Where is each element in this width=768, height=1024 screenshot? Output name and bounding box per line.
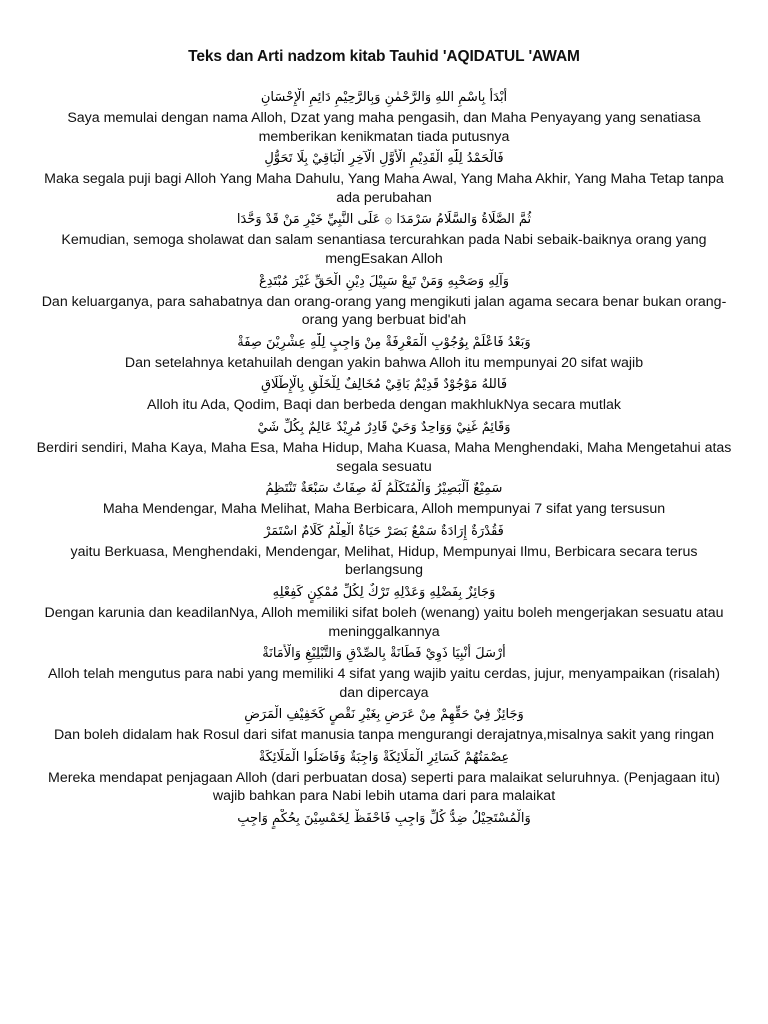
verse-2 [36, 149, 732, 207]
verse-translation: Maha Mendengar, Maha Melihat, Maha Berbicara, Alloh mempunyai 7 sifat yang tersusun [102, 501, 666, 518]
verse-10 [36, 583, 732, 641]
arabic-verse: وَبَعْدُ فَاعْلَمْ بِوُجُوْبِ الْمَعْرِفَةْ مِنْ وَاجِبٍ لِلّٰهِ عِشْرِيْنَ صِفَةْ [237, 334, 531, 350]
verse-translation: yaitu Berkuasa, Menghendaki, Mendengar, Melihat, Hidup, Mempunyai Ilmu, Berbicara secara terus berlangsung [70, 543, 698, 579]
arabic-verse: وَالْمُسْتَحِيْلُ ضِدُّ كُلِّ وَاجِبِ فَاحْفَظْ لِخَمْسِيْنَ بِحُكْمٍ وَاجِبِ [237, 811, 531, 827]
arabic-verse: وَجَائِزٌ فِيْ حَقِّهِمْ مِنْ عَرَضِ بِغَيْرِ نَقْصٍ كَخَفِيْفِ الْمَرَضِ [244, 707, 524, 723]
verse-4 [36, 272, 732, 330]
verse-list [36, 88, 732, 829]
arabic-verse: سَمِيْعٌ اَلْبَصِيْرُ وَالْمُتَكَلِّمُ لَهُ صِفَاتٌ سَبْعَةٌ تَنْتَظِمُ [265, 481, 503, 497]
arabic-verse: عِصْمَتُهُمْ كَسَائِرِ الْمَلَائِكَةْ وَاجِبَةٌ وَفَاضَلُوا الْمَلَائِكَةْ [258, 749, 510, 765]
verse-translation: Alloh telah mengutus para nabi yang memiliki 4 sifat yang wajib yaitu cerdas, jujur, menyampaikan (risalah) dan dipercaya [48, 666, 720, 701]
verse-translation: Mereka mendapat penjagaan Alloh (dari perbuatan dosa) seperti para malaikat seluruhnya. (Penjagaan itu) wajib bahkan para Nabi lebih utama dari para malaikat [48, 769, 720, 805]
verse-translation: Dengan karunia dan keadilanNya, Alloh memiliki sifat boleh (wenang) yaitu boleh mengerjakan sesuatu atau meninggalkannya [44, 604, 724, 640]
verse-translation: Kemudian, semoga sholawat dan salam senantiasa tercurahkan pada Nabi sebaik-baiknya orang yang mengEsakan Alloh [61, 232, 707, 267]
verse-1 [36, 88, 732, 146]
arabic-verse: فَاللهُ مَوْجُوْدٌ قَدِيْمٌ بَاقِيْ مُخَالِفٌ لِلْخَلْقِ بِالْإِطْلَاقِ [260, 377, 508, 393]
arabic-verse: فَقُدْرَةٌ إِرَادَةٌ سَمْعٌ بَصَرْ حَيَاةٌ الْعِلْمُ كَلَامٌ اسْتَمَرْ [264, 523, 504, 539]
verse-translation: Dan boleh didalam hak Rosul dari sifat manusia tanpa mengurangi derajatnya,misalnya sakit yang ringan [53, 727, 715, 744]
verse-3 [36, 210, 732, 268]
arabic-verse: أَرْسَلَ أَنْبِيَا ذَوِيْ فَطَانَةْ بِالصِّدْقِ وَالتَّبْلِيْغِ وَالْأَمَانَةْ [262, 646, 506, 662]
arabic-verse: ثُمَّ الصَّلَاةُ وَالسَّلَامُ سَرْمَدَا ۞ عَلَى النَّبِيِّ خَيْرِ مَنْ قَدْ وَحَّدَا [236, 212, 532, 228]
verse-translation: Maka segala puji bagi Alloh Yang Maha Dahulu, Yang Maha Awal, Yang Maha Akhir, Yang Maha Tetap tanpa ada perubahan [44, 171, 724, 206]
verse-translation: Saya memulai dengan nama Alloh, Dzat yang maha pengasih, dan Maha Penyayang yang senatiasa memberikan kenikmatan tiada putusnya [67, 110, 701, 145]
verse-translation: Dan keluarganya, para sahabatnya dan orang-orang yang mengikuti jalan agama secara benar bukan orang-orang yang berbuat bid'ah [41, 293, 727, 329]
verse-translation: Alloh itu Ada, Qodim, Baqi dan berbeda dengan makhlukNya secara mutlak [147, 397, 621, 414]
verse-6 [36, 375, 732, 415]
verse-translation: Berdiri sendiri, Maha Kaya, Maha Esa, Maha Hidup, Maha Kuasa, Maha Menghendaki, Maha Mengetahui atas segala sesuatu [36, 439, 732, 475]
verse-7 [36, 418, 732, 476]
verse-11 [36, 644, 732, 702]
arabic-verse: وَآلِهِ وَصَحْبِهِ وَمَنْ تَبِعْ سَبِيْلَ دِيْنِ الْحَقِّ غَيْرَ مُبْتَدِعْ [258, 273, 510, 289]
document-title: Teks dan Arti nadzom kitab Tauhid 'AQIDATUL 'AWAM [188, 48, 580, 65]
arabic-verse: وَجَائِزٌ بِفَضْلِهِ وَعَدْلِهِ تَرْكٌ لِكُلِّ مُمْكِنٍ كَفِعْلِهِ [272, 584, 496, 600]
verse-14 [36, 809, 732, 829]
arabic-verse: وَقَائِمٌ غَنِيْ وَوَاحِدٌ وَحَيْ قَادِرٌ مُرِيْدٌ عَالِمٌ بِكُلِّ شَيْ [257, 419, 511, 435]
arabic-verse: فَالْحَمْدُ لِلّٰهِ الْقَدِيْمِ الْأَوَّلِ الْآخِرِ الْبَاقِيْ بِلَا تَحَوُّلِ [264, 151, 504, 167]
verse-translation: Dan setelahnya ketahuilah dengan yakin bahwa Alloh itu mempunyai 20 sifat wajib [124, 354, 644, 371]
arabic-verse: أَبْدَأُ بِاسْمِ اللهِ وَالرَّحْمٰنِ وَبِالرَّحِيْمِ دَائِمِ الْإِحْسَانِ [260, 90, 508, 105]
verse-8 [36, 479, 732, 519]
verse-5 [36, 333, 732, 373]
verse-12 [36, 705, 732, 745]
verse-13 [36, 748, 732, 806]
verse-9 [36, 522, 732, 580]
